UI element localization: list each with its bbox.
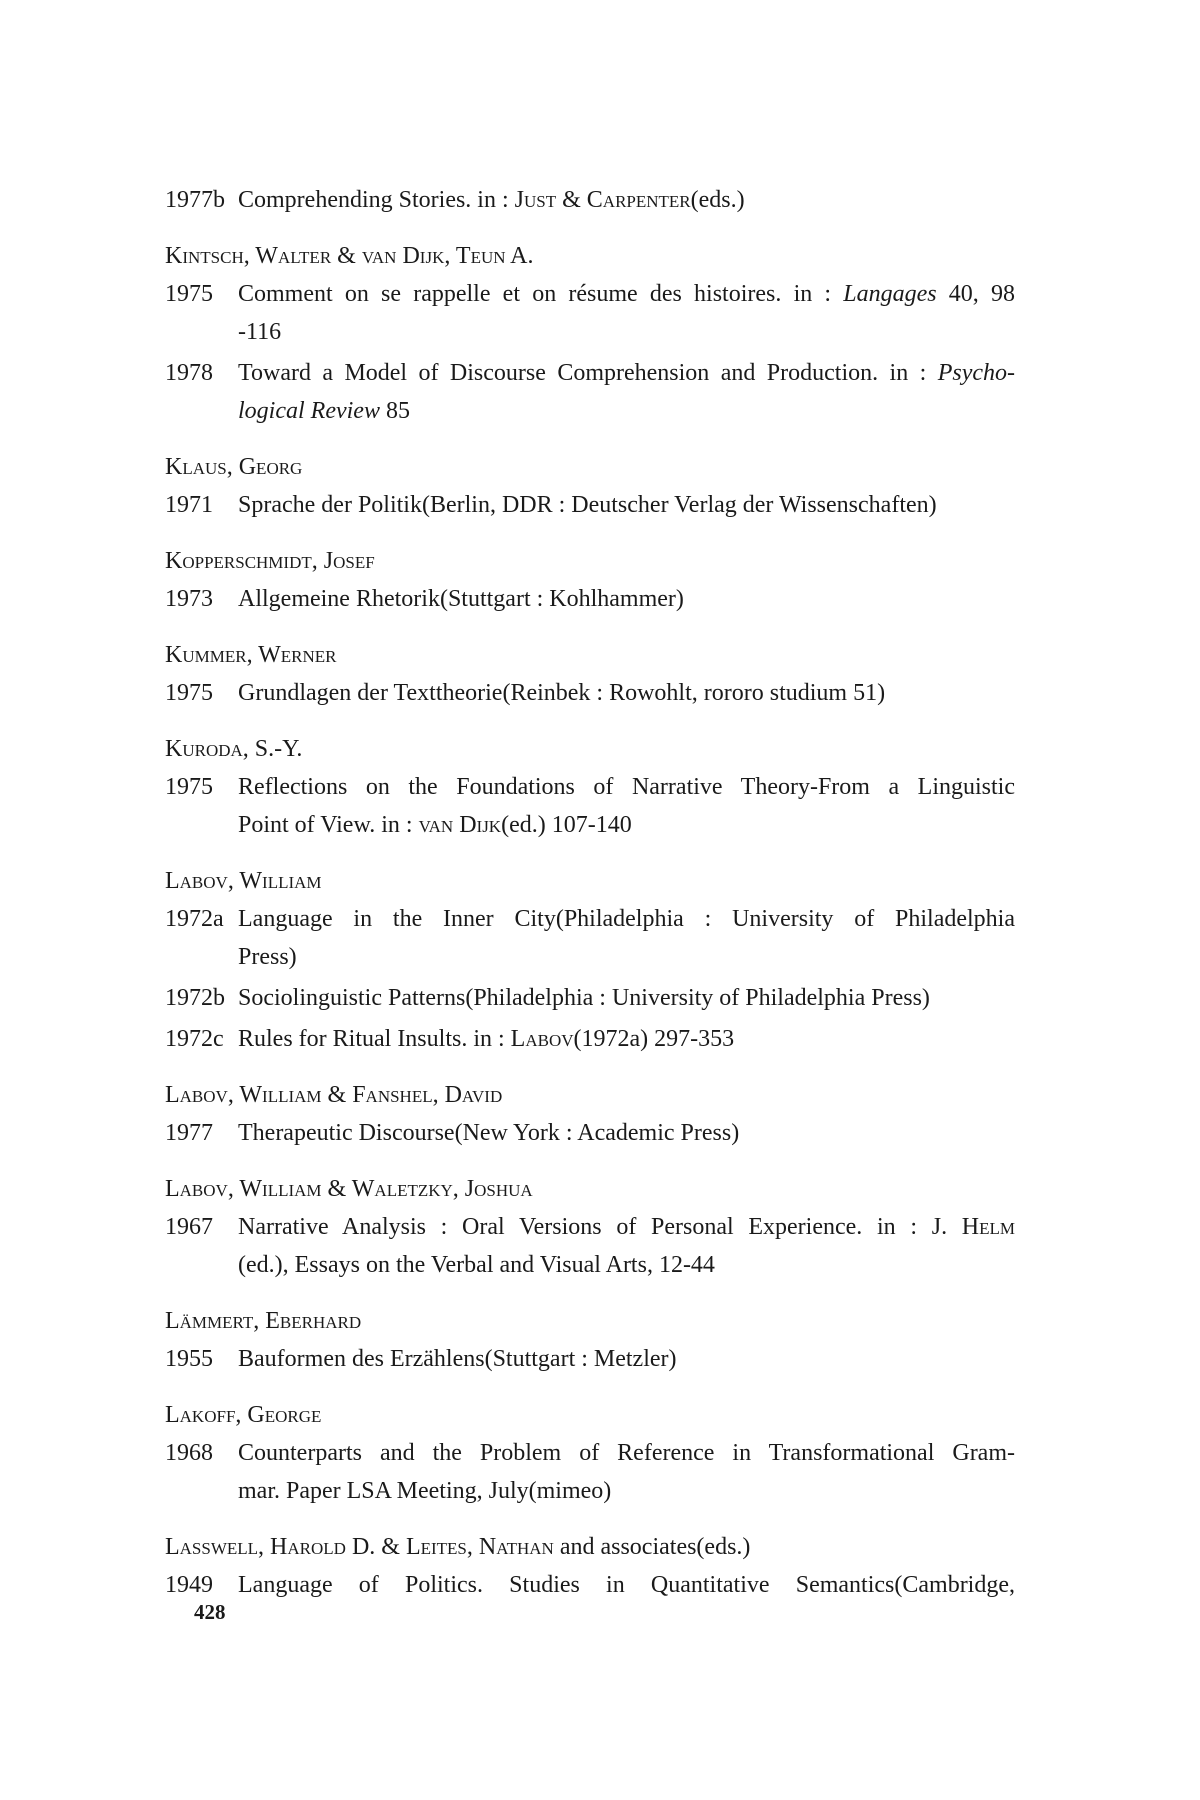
- reference-item: [165, 1114, 1015, 1152]
- text-segment: (ed.), Essays on the Verbal and Visual Arts, 12-44: [238, 1252, 715, 1278]
- reference-text: [238, 580, 1015, 618]
- reference-year: 1972b: [165, 985, 225, 1011]
- reference-item: [165, 486, 1015, 524]
- reference-item: [165, 354, 1015, 430]
- reference-item: [165, 181, 1015, 219]
- bibliography-entry: [165, 181, 1015, 219]
- reference-list: [165, 178, 1015, 1604]
- text-segment: 85: [379, 398, 410, 424]
- reference-line: [238, 313, 1015, 351]
- reference-line: [238, 1566, 1015, 1604]
- reference-line: [238, 938, 1015, 976]
- text-segment: 40, 98: [936, 281, 1015, 307]
- bibliography-entry: [165, 545, 1015, 618]
- reference-item: [165, 900, 1015, 976]
- text-segment: Grundlagen der Texttheorie(Reinbek : Rowohlt, rororo studium 51): [238, 680, 886, 706]
- reference-text: [238, 486, 1015, 524]
- text-segment: Counterparts and the Problem of Reference in Transformational Gram-: [238, 1440, 1015, 1466]
- text-segment: Lämmert, Eberhard: [165, 1308, 362, 1334]
- text-segment: mar. Paper LSA Meeting, July(mimeo): [238, 1478, 612, 1504]
- text-segment: Psycho-: [937, 360, 1015, 386]
- reference-line: [238, 1020, 1015, 1058]
- text-segment: Klaus, Georg: [165, 454, 303, 480]
- reference-item: [165, 1340, 1015, 1378]
- text-segment: Press): [238, 944, 297, 970]
- reference-year: 1972c: [165, 1026, 224, 1052]
- reference-text: [238, 979, 1015, 1017]
- author-heading: [165, 545, 1015, 577]
- text-segment: Toward a Model of Discourse Comprehension and Production. in :: [238, 360, 938, 386]
- author-heading: [165, 1399, 1015, 1431]
- text-segment: Kintsch, Walter & van Dijk, Teun A.: [165, 243, 534, 269]
- page-number: 428: [194, 1600, 226, 1624]
- text-segment: Kopperschmidt, Josef: [165, 548, 375, 574]
- text-segment: D. &: [345, 1534, 406, 1560]
- reference-year: 1975: [165, 774, 213, 800]
- reference-year: 1973: [165, 586, 213, 612]
- reference-line: [238, 806, 1015, 844]
- text-segment: (ed.) 107-140: [501, 812, 632, 838]
- reference-line: [238, 1208, 1015, 1246]
- reference-line: [238, 354, 1015, 392]
- text-segment: Labov, William: [165, 868, 322, 894]
- author-heading: [165, 1079, 1015, 1111]
- reference-year: 1977: [165, 1120, 213, 1146]
- text-segment: Helm: [961, 1214, 1015, 1240]
- text-segment: Therapeutic Discourse(New York : Academic Press): [238, 1120, 740, 1146]
- author-heading: [165, 733, 1015, 765]
- reference-line: [238, 1114, 1015, 1152]
- text-segment: Comprehending Stories. in :: [238, 187, 515, 213]
- reference-item: [165, 1434, 1015, 1510]
- text-segment: Kuroda, S.-Y.: [165, 736, 303, 762]
- bibliography-entry: [165, 865, 1015, 1058]
- text-segment: Labov: [510, 1026, 574, 1052]
- reference-year: 1955: [165, 1346, 213, 1372]
- bibliography-entry: [165, 1531, 1015, 1604]
- author-heading: [165, 451, 1015, 483]
- reference-line: [238, 486, 1015, 524]
- text-segment: van Dijk: [418, 812, 502, 838]
- author-heading: [165, 639, 1015, 671]
- reference-item: [165, 275, 1015, 351]
- reference-text: [238, 674, 1015, 712]
- reference-line: [238, 900, 1015, 938]
- reference-line: [238, 1246, 1015, 1284]
- author-heading: [165, 1531, 1015, 1563]
- text-segment: Comment on se rappelle et on résume des histoires. in :: [238, 281, 844, 307]
- author-heading: [165, 1173, 1015, 1205]
- text-segment: Language of Politics. Studies in Quantitative Semantics(Cambridge,: [238, 1572, 1015, 1598]
- reference-item: [165, 1208, 1015, 1284]
- reference-text: [238, 1566, 1015, 1604]
- text-segment: Bauformen des Erzählens(Stuttgart : Metzler): [238, 1346, 677, 1372]
- reference-text: [238, 1434, 1015, 1510]
- bibliography-entry: [165, 451, 1015, 524]
- reference-line: [238, 1340, 1015, 1378]
- reference-year: 1972a: [165, 906, 224, 932]
- reference-text: [238, 1208, 1015, 1284]
- author-heading: [165, 1305, 1015, 1337]
- reference-text: [238, 275, 1015, 351]
- bibliography-entry: [165, 733, 1015, 844]
- text-segment: Narrative Analysis : Oral Versions of Personal Experience. in : J.: [238, 1214, 962, 1240]
- reference-year: 1975: [165, 680, 213, 706]
- reference-line: [238, 674, 1015, 712]
- bibliography-entry: [165, 1305, 1015, 1378]
- text-segment: Reflections on the Foundations of Narrative Theory-From a Linguistic: [238, 774, 1015, 800]
- text-segment: Langages: [843, 281, 937, 307]
- reference-item: [165, 1020, 1015, 1058]
- reference-year: 1968: [165, 1440, 213, 1466]
- reference-year: 1975: [165, 281, 213, 307]
- reference-line: [238, 580, 1015, 618]
- reference-item: [165, 1566, 1015, 1604]
- reference-text: [238, 181, 1015, 219]
- bibliography-entry: [165, 1173, 1015, 1284]
- text-segment: (1972a) 297-353: [573, 1026, 735, 1052]
- text-segment: Lasswell, Harold: [165, 1534, 346, 1560]
- text-segment: (eds.): [690, 187, 745, 213]
- bibliography-entry: [165, 639, 1015, 712]
- text-segment: Labov, William & Fanshel, David: [165, 1082, 503, 1108]
- reference-text: [238, 1114, 1015, 1152]
- text-segment: Kummer, Werner: [165, 642, 337, 668]
- reference-year: 1977b: [165, 187, 225, 213]
- reference-text: [238, 1340, 1015, 1378]
- author-heading: [165, 240, 1015, 272]
- reference-text: [238, 1020, 1015, 1058]
- reference-line: [238, 1434, 1015, 1472]
- reference-text: [238, 354, 1015, 430]
- text-segment: -116: [238, 319, 282, 345]
- reference-year: 1978: [165, 360, 213, 386]
- text-segment: Labov, William & Waletzky, Joshua: [165, 1176, 533, 1202]
- reference-item: [165, 580, 1015, 618]
- reference-line: [238, 979, 1015, 1017]
- reference-year: 1971: [165, 492, 213, 518]
- reference-line: [238, 392, 1015, 430]
- text-segment: Rules for Ritual Insults. in :: [238, 1026, 511, 1052]
- reference-item: [165, 768, 1015, 844]
- reference-text: [238, 900, 1015, 976]
- reference-item: [165, 674, 1015, 712]
- reference-text: [238, 768, 1015, 844]
- reference-line: [238, 768, 1015, 806]
- bibliography-entry: [165, 240, 1015, 430]
- reference-year: 1967: [165, 1214, 213, 1240]
- text-segment: Language in the Inner City(Philadelphia : University of Philadelphia: [238, 906, 1015, 932]
- text-segment: Point of View. in :: [238, 812, 419, 838]
- text-segment: Sprache der Politik(Berlin, DDR : Deutscher Verlag der Wissenschaften): [238, 492, 937, 518]
- text-segment: Just & Carpenter: [514, 187, 691, 213]
- author-heading: [165, 865, 1015, 897]
- text-segment: logical Review: [238, 398, 380, 424]
- reference-year: 1949: [165, 1572, 213, 1598]
- reference-line: [238, 1472, 1015, 1510]
- text-segment: Allgemeine Rhetorik(Stuttgart : Kohlhammer): [238, 586, 684, 612]
- reference-line: [238, 181, 1015, 219]
- reference-line: [238, 275, 1015, 313]
- text-segment: Sociolinguistic Patterns(Philadelphia : University of Philadelphia Press): [238, 985, 930, 1011]
- text-segment: and associates(eds.): [553, 1534, 751, 1560]
- bibliography-entry: [165, 1399, 1015, 1510]
- bibliography-entry: [165, 1079, 1015, 1152]
- reference-item: [165, 979, 1015, 1017]
- text-segment: Leites, Nathan: [405, 1534, 554, 1560]
- text-segment: Lakoff, George: [165, 1402, 322, 1428]
